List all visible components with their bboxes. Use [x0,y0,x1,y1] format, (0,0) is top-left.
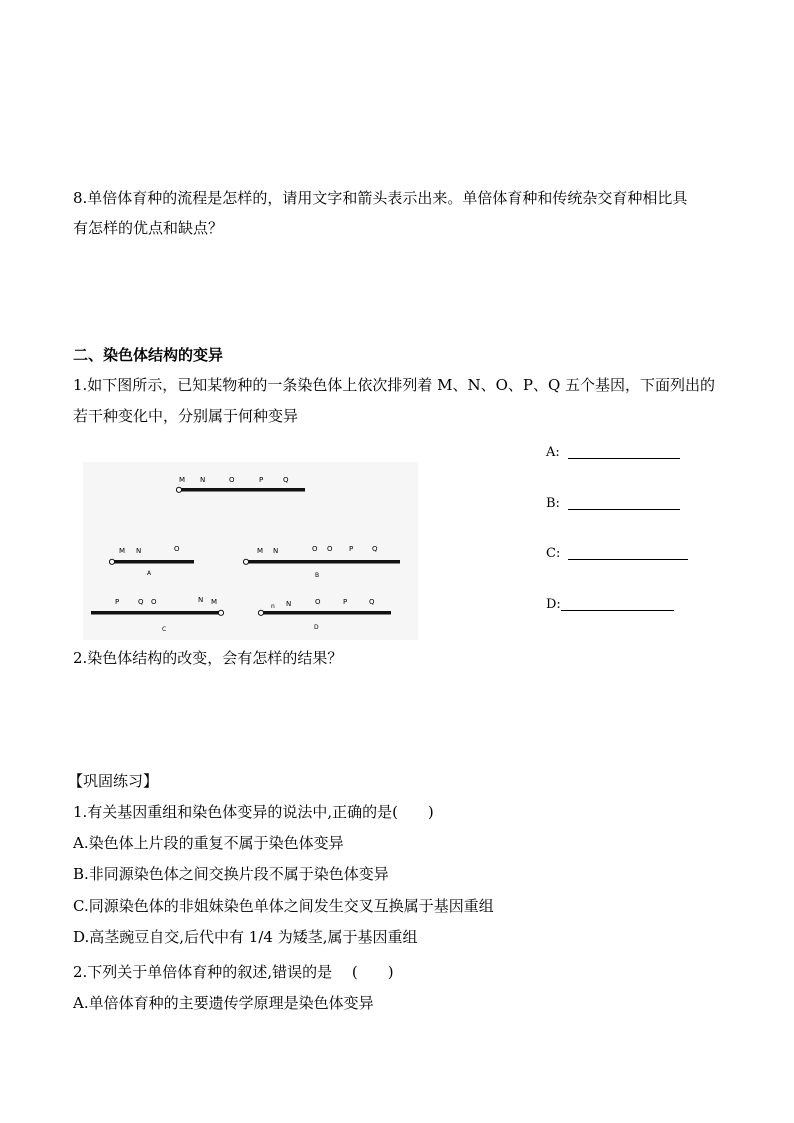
chromosome-label: A [147,570,152,577]
question-8-line-1: 8.单倍体育种的流程是怎样的，请用文字和箭头表示出来。单倍体育种和传统杂交育种相比具 [73,189,688,207]
chromosome-bar [91,611,221,615]
gene-label: O [174,545,180,553]
gene-label: P [115,598,120,606]
gene-label: O [312,545,318,553]
gene-label: Q [372,545,378,553]
centromere-circle [243,559,248,564]
gene-label: N [136,547,142,555]
gene-label: O [229,476,235,484]
chromosome-bar [246,560,400,564]
chromosome-bar [261,611,391,615]
practice-question-1: 1.有关基因重组和染色体变异的说法中,正确的是( ) [73,803,434,821]
chromosome-variation-figure [83,462,418,640]
answer-a-blank[interactable] [568,458,680,459]
answer-c-blank[interactable] [568,559,688,560]
practice-question-2: 2.下列关于单倍体育种的叙述,错误的是 ( ) [73,963,394,981]
gene-label: O [315,598,321,606]
centromere-circle [258,610,263,615]
gene-label: Q [369,598,375,606]
chromosome-label: B [315,572,320,579]
question-2: 2.染色体结构的改变，会有怎样的结果？ [73,649,343,667]
practice-question-1-option-d: D.高茎豌豆自交,后代中有 1/4 为矮茎,属于基因重组 [73,928,418,946]
gene-label: N [200,476,206,484]
gene-label: P [259,476,264,484]
gene-label: M [179,476,186,484]
gene-label: M [119,547,126,555]
gene-label: M [211,598,218,606]
chromosome-bar [112,560,194,564]
answer-d-blank[interactable] [561,610,674,611]
gene-label: M [257,547,264,555]
chromosome-label: D [314,624,319,631]
gene-label: N [286,600,292,608]
answer-b-blank[interactable] [568,509,680,510]
gene-label: P [343,598,348,606]
gene-label: Q [138,598,144,606]
chromosome-bar [179,488,305,492]
gene-label: n [271,603,275,610]
centromere-circle [109,559,114,564]
practice-question-2-option-a: A.单倍体育种的主要遗传学原理是染色体变异 [73,994,374,1012]
gene-label: O [151,598,157,606]
gene-label: N [198,596,204,604]
question-1-line-1: 1.如下图所示，已知某物种的一条染色体上依次排列着 M、N、O、P、Q 五个基因，下面列出的 [73,376,716,394]
answer-c-label: C: [546,546,561,561]
answer-b-label: B: [546,496,560,511]
answer-d-label: D: [546,597,561,612]
gene-label: O [327,545,333,553]
section-title: 二、染色体结构的变异 [73,346,224,364]
question-8-line-2: 有怎样的优点和缺点？ [73,219,224,237]
gene-label: Q [283,476,289,484]
question-1-line-2: 若干种变化中，分别属于何种变异 [73,407,299,425]
practice-question-1-option-a: A.染色体上片段的重复不属于染色体变异 [73,834,344,852]
practice-question-1-option-c: C.同源染色体的非姐妹染色单体之间发生交叉互换属于基因重组 [73,897,494,915]
answer-a-label: A: [546,445,560,460]
gene-label: P [349,545,354,553]
practice-title: 【巩固练习】 [68,772,159,790]
gene-label: N [273,547,279,555]
practice-question-1-option-b: B.非同源染色体之间交换片段不属于染色体变异 [73,865,389,883]
centromere-circle [218,610,223,615]
chromosome-label: C [162,626,167,633]
centromere-circle [176,487,181,492]
